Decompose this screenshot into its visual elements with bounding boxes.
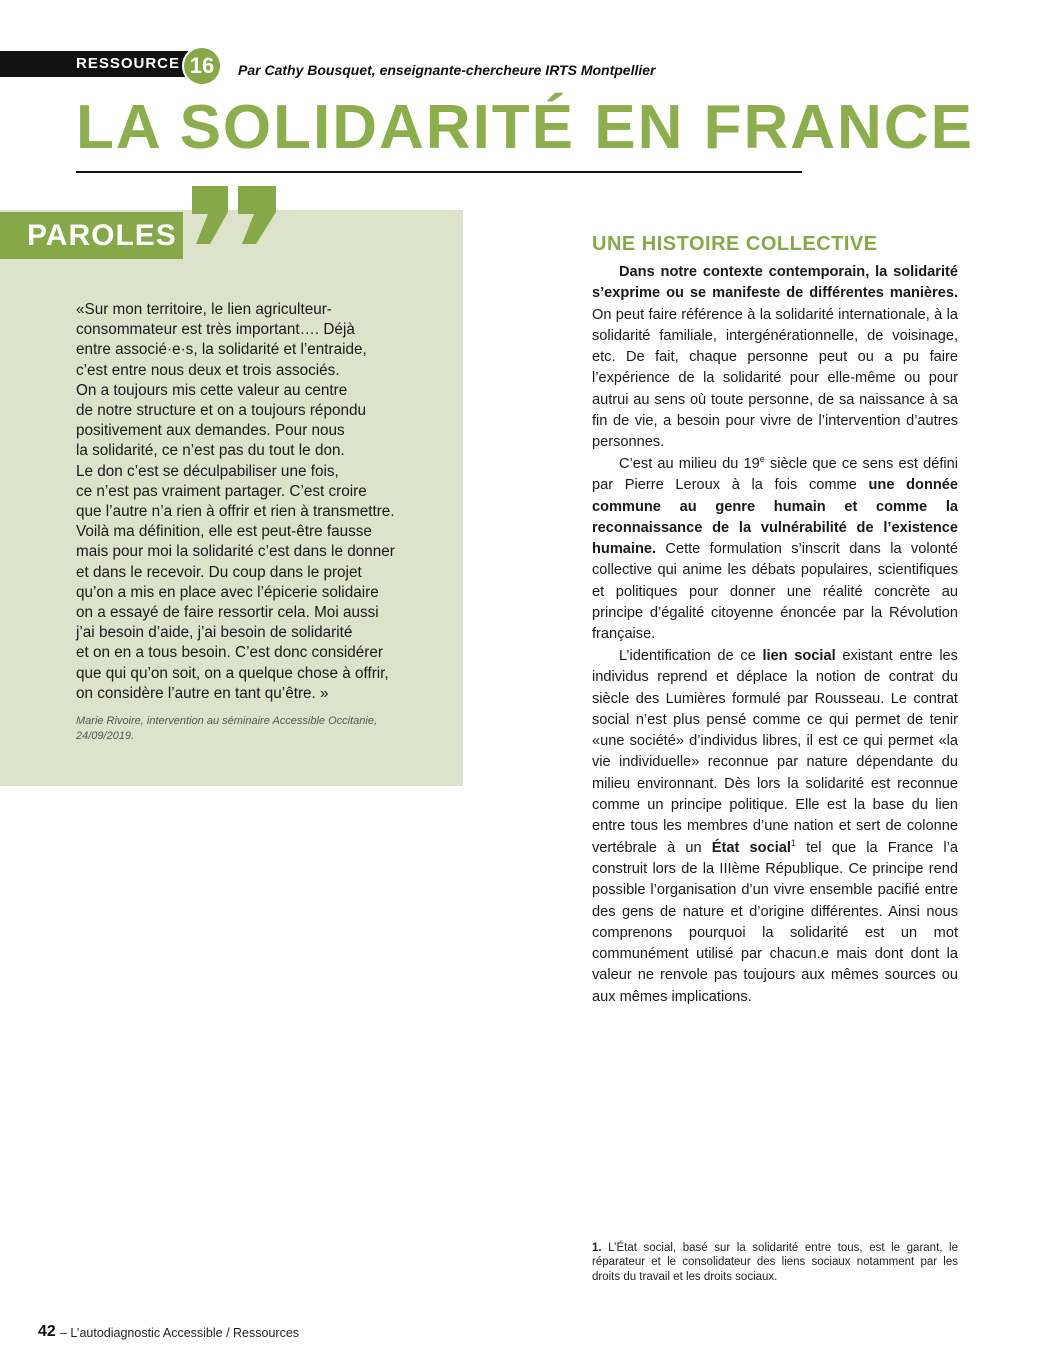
- paragraph-1: [592, 262, 958, 454]
- resource-label: RESSOURCE: [76, 55, 181, 72]
- footer-text: – L’autodiagnostic Accessible / Ressources: [60, 1326, 300, 1340]
- footnote-number: 1.: [592, 1242, 602, 1254]
- title-divider: [76, 171, 802, 173]
- author-line: Par Cathy Bousquet, enseignante-chercheure IRTS Montpellier: [238, 62, 656, 78]
- footnote-text: L’État social, basé sur la solidarité entre tous, est le garant, le réparateur et le consolidateur des liens sociaux notamment par les droits du travail et les droits sociaux.: [592, 1242, 958, 1283]
- paragraph-3: [592, 646, 958, 1008]
- p3-text-a: L’identification de ce: [619, 648, 763, 664]
- p1-bold: Dans notre contexte contemporain, la solidarité s’exprime ou se manifeste de différentes manières.: [592, 264, 958, 302]
- p2-text-c: Cette formulation s’inscrit dans la volonté collective qui anime les débats populaires, scientifiques et politiques pour donner une réalité concrète au principe d’égalité citoyenne énoncée par la Révolution française.: [592, 541, 958, 643]
- p3-bold-etat-social: État social: [711, 839, 791, 856]
- p2-bold: une donnée commune au genre humain et comme la reconnaissance de la vulnérabilité de l’existence humaine.: [592, 477, 959, 558]
- p3-text-b: existant entre les individus reprend et déplace la notion de contrat du siècle des Lumières formulé par Rousseau. Le contrat social n’est plus pensé comme ce qui permet de tenir «une société» d’individus libres, il est ce qui permet «la vie individuelle» reconnue par nature dépendante du milieu environnant. Dès lors la solidarité est reconnue comme un principe politique. Elle est la base du lien entre tous les membres d’une nation et sert de colonne vertébrale à un: [592, 648, 958, 856]
- p2-superscript: e: [759, 454, 765, 465]
- p3-text-c: tel que la France l’a construit lors de la IIIème République. Ce principe rend possible l’organisation d’un vivre ensemble pacifié entre des gens de nature et d’origine différentes. Ainsi nous comprenons pourquoi la solidarité est un mot communément utilisé par chacun.e mais dont dont la valeur ne renvole pas toujours aux mêmes sources ou aux mêmes implications.: [592, 839, 958, 1005]
- p2-text-b: siècle que ce sens est défini par Pierre Leroux à la fois comme: [592, 456, 958, 494]
- p3-bold-lien-social: lien social: [762, 648, 836, 664]
- paragraph-2: [592, 454, 958, 646]
- paroles-label: PAROLES: [27, 219, 177, 252]
- footnote: [592, 1241, 958, 1284]
- footnote-ref[interactable]: 1: [790, 837, 796, 848]
- page-number: 42: [38, 1323, 56, 1340]
- resource-number-badge: 16: [182, 46, 222, 86]
- page-title: LA SOLIDARITÉ EN FRANCE: [76, 93, 974, 162]
- testimony-quote: «Sur mon territoire, le lien agriculteur- consommateur est très important…. Déjà entre associé·e·s, la solidarité et l’entraide, c’est entre nous deux et trois associés. On a toujours mis cette valeur au centre de notre structure et on a toujours répondu positivement aux demandes. Pour nous la solidarité, ce n’est pas du tout le don. Le don c’est se déculpabiliser une fois, ce n’est pas vraiment partager. C’est croire que l’autre n’a rien à offrir et rien à transmettre. Voilà ma définition, elle est peut-être fausse mais pour moi la solidarité c’est dans le donner et dans le recevoir. Du coup dans le projet qu’on a mis en place avec l’épicerie solidaire on a essayé de faire ressortir cela. Moi aussi j’ai besoin d’aide, j’ai besoin de solidarité et on en a tous besoin. C’est donc considérer que qui qu’on soit, on a quelque chose à offrir, on considère l’autre en tant qu’être. »: [76, 301, 395, 702]
- p1-text: On peut faire référence à la solidarité internationale, à la solidarité familiale, intergénérationnelle, de voisinage, etc. De fait, chaque personne peut ou a pu faire l’expérience de la solidarité pour elle-même ou pour autrui au sens où toute personne, de sa naissance à sa fin de vie, a besoin pour vivre de l’intervention d’autres personnes.: [592, 306, 958, 451]
- p2-text-a: C’est au milieu du 19: [619, 456, 760, 472]
- quote-credit: Marie Rivoire, intervention au séminaire Accessible Occitanie, 24/09/2019.: [76, 715, 377, 742]
- quote-marks-icon: [190, 186, 278, 248]
- section-title: UNE HISTOIRE COLLECTIVE: [592, 233, 878, 255]
